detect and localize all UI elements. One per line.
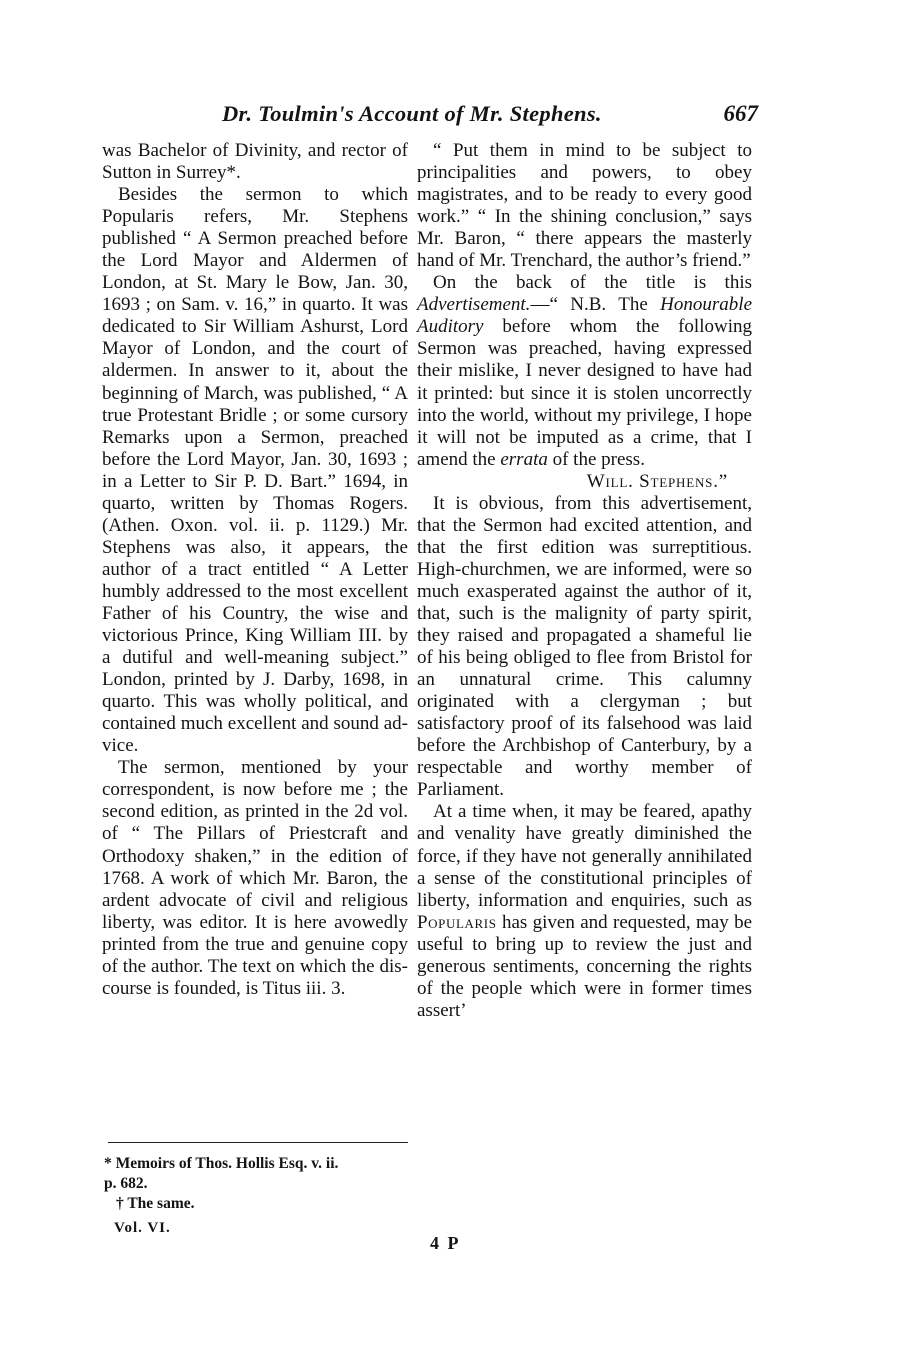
- page-header: [210, 101, 758, 131]
- right-paragraph-2: [417, 272, 752, 470]
- footnote-1: * Memoirs of Thos. Hollis Esq. v. ii.: [104, 1155, 339, 1172]
- left-paragraph-2: Besides the sermon to which Popularis refers, Mr. Stephens published “ A Sermon preached before the Lord Mayor and Aldermen of London, at St. Mary le Bow, Jan. 30, 1693 ; on Sam. v. 16,” in quarto. It was dedicated to Sir William Ashurst, Lord Mayor of London, and the court of aldermen. In answer to it, about the beginning of March, was published, “ A true Protestant Bridle ; or some cursory Remarks upon a Sermon, preached before the Lord Mayor, Jan. 30, 1693 ; in a Letter to Sir P. D. Bart.” 1694, in quarto, written by Thomas Rogers. (Athen. Oxon. vol. ii. p. 1129.) Mr. Stephens was also, it appears, the author of a tract entitled “ A Letter humbly addressed to the most excellent Father of his Country, the wise and victorious Prince, King William III. by a dutiful and well-meaning subject.” London, printed by J. Darby, 1698, in quarto. This was wholly political, and contained much excellent and sound advice.: [102, 184, 408, 757]
- left-paragraph-1: was Bachelor of Divinity, and rector of Sutton in Surrey*.: [102, 140, 408, 184]
- errata-word: errata: [500, 448, 548, 470]
- printer-signature-mark: 4 P: [430, 1233, 461, 1253]
- footnote-rule: [108, 1142, 408, 1143]
- right-paragraph-3: It is obvious, from this advertisement, that the Sermon had excited attention, and that the first edition was surreptitious. High-churchmen, we are informed, were so much exasperated against the author of it, that, such is the malignity of party spirit, they raised and propagated a shameful lie of his being obliged to flee from Bristol for an unnatural crime. This calumny originated with a clergyman ; but satisfactory proof of its falsehood was laid before the Archbishop of Canterbury, by a respectable and worthy member of Parliament.: [417, 492, 752, 801]
- advert-body: before whom the following Sermon was preached, having expressed their mislike, I never designed to have had it printed: but since it is stolen uncorrectly into the world, without my privilege, I hope it will not be imputed as a crime, that I amend the: [417, 316, 752, 470]
- volume-label: Vol. VI.: [114, 1220, 171, 1236]
- p4-end: has given and requested, may be useful to bring up to review the just and generous sentiments, concerning the rights of the people which were in former times assert’: [417, 911, 753, 1021]
- right-paragraph-4: [417, 801, 752, 1021]
- right-column: [417, 140, 752, 1022]
- left-paragraph-3: The sermon, mentioned by your correspondent, is now before me ; the second edition, as printed in the 2d vol. of “ The Pillars of Priestcraft and Orthodoxy shaken,” in the edition of 1768. A work of which Mr. Baron, the ardent advocate of civil and religious liberty, was editor. It is here avowedly printed from the true and genuine copy of the author. The text on which the discourse is founded, is Titus iii. 3.: [102, 757, 408, 999]
- right-paragraph-1: “ Put them in mind to be subject to principalities and powers, to obey magistrates, and to be ready to every good work.” “ In the shining conclusion,” says Mr. Baron, “ there appears the masterly hand of Mr. Trenchard, the author’s friend.”: [417, 140, 752, 272]
- advert-intro: On the back of the title is this: [433, 272, 752, 294]
- left-column: [102, 140, 408, 1000]
- footnote-1-cont: p. 682.: [104, 1175, 148, 1192]
- advert-end: of the press.: [552, 448, 645, 470]
- p4-start: At a time when, it may be feared, apathy and venality have greatly diminished the force, if they have not generally annihilated a sense of the constitutional principles of liberty, information and enquiries, such as: [417, 801, 752, 911]
- advertisement-heading: Advertisement.: [417, 294, 531, 316]
- footnote-2: † The same.: [116, 1195, 195, 1212]
- honourable-auditory: Honourable Auditory: [417, 294, 752, 338]
- page-number: 667: [723, 101, 758, 126]
- footnotes: [104, 1154, 410, 1214]
- popularis-name: Popularis: [417, 911, 497, 933]
- advert-dash: —“ N.B. The: [530, 294, 648, 316]
- author-signature: Will. Stephens.”: [586, 470, 728, 492]
- running-title: Dr. Toulmin's Account of Mr. Stephens.: [222, 101, 602, 126]
